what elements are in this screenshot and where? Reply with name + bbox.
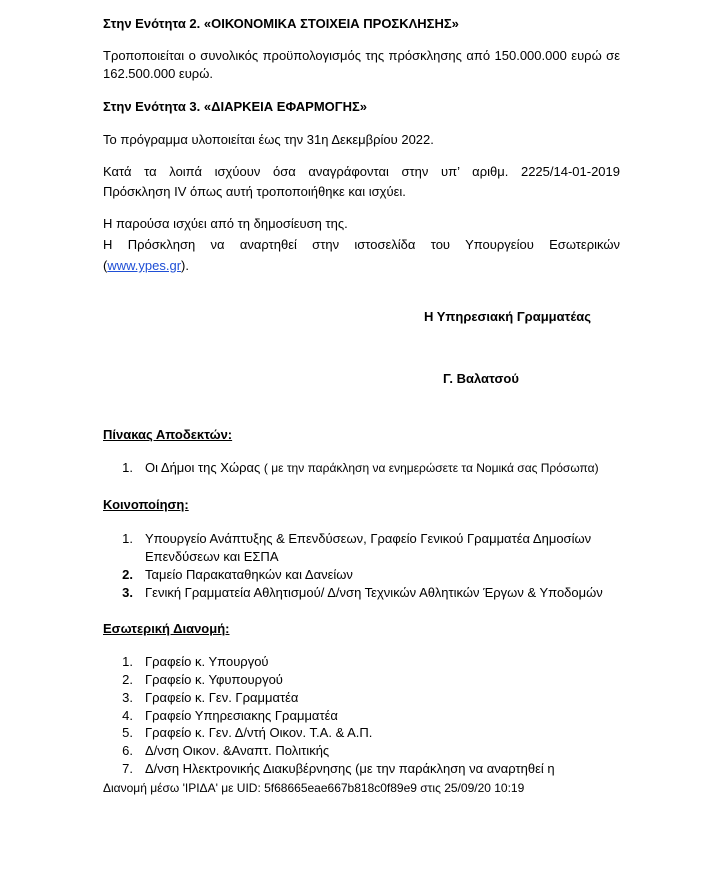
list-number: 1. [122, 654, 133, 669]
list-text: Γραφείο κ. Υφυπουργού [145, 672, 283, 687]
list-number: 4. [122, 708, 133, 723]
list-text: Επενδύσεων και ΕΣΠΑ [145, 549, 279, 564]
list-text: Δ/νση Ηλεκτρονικής Διακυβέρνησης (με την παράκληση να αναρτηθεί η [145, 761, 555, 776]
list-text: Ταμείο Παρακαταθηκών και Δανείων [145, 567, 353, 582]
list-number: 3. [122, 690, 133, 705]
recipients-heading: Πίνακας Αποδεκτών: [103, 427, 233, 442]
section3-text: Το πρόγραμμα υλοποιείται έως την 31η Δεκεμβρίου 2022. [103, 132, 434, 147]
list-text: Γραφείο Υπηρεσιακης Γραμματέα [145, 708, 338, 723]
internal-distribution-heading: Εσωτερική Διανομή: [103, 621, 230, 636]
list-text: Δ/νση Οικον. &Αναπτ. Πολιτικής [145, 743, 330, 758]
list-text: Γραφείο κ. Υπουργού [145, 654, 269, 669]
link-paren-close: ). [181, 258, 189, 273]
list-number: 1. [122, 460, 133, 475]
validity-line2: Η Πρόσκληση να αναρτηθεί στην ιστοσελίδα του Υπουργείου Εσωτερικών [103, 237, 620, 252]
list-text: Γενική Γραμματεία Αθλητισμού/ Δ/νση Τεχνικών Αθλητικών Έργων & Υποδομών [145, 585, 603, 600]
list-text: Γραφείο κ. Γεν. Δ/ντή Οικον. Τ.Α. & Α.Π. [145, 725, 373, 740]
rest-text-line2: Πρόσκληση IV όπως αυτή τροποποιήθηκε και ισχύει. [103, 184, 406, 199]
list-number: 7. [122, 761, 133, 776]
section2-heading: Στην Ενότητα 2. «ΟΙΚΟΝΟΜΙΚΑ ΣΤΟΙΧΕΙΑ ΠΡΟΣΚΛΗΣΗΣ» [103, 16, 459, 31]
list-number: 5. [122, 725, 133, 740]
list-number: 2. [122, 672, 133, 687]
list-text: Υπουργείο Ανάπτυξης & Επενδύσεων, Γραφείο Γενικού Γραμματέα Δημοσίων [145, 531, 592, 546]
ypes-website-link[interactable]: www.ypes.gr [107, 258, 182, 273]
recipient-note: ( με την παράκληση να ενημερώσετε τα Νομικά σας Πρόσωπα) [263, 461, 599, 475]
list-text: Γραφείο κ. Γεν. Γραμματέα [145, 690, 299, 705]
section2-text-line1: Τροποποιείται ο συνολικός προϋπολογισμός της πρόσκλησης από 150.000.000 ευρώ σε [103, 48, 620, 63]
distribution-footer: Διανομή μέσω 'ΙΡΙΔΑ' με UID: 5f68665eae667b818c0f89e9 στις 25/09/20 10:19 [103, 781, 525, 795]
section3-heading: Στην Ενότητα 3. «ΔΙΑΡΚΕΙΑ ΕΦΑΡΜΟΓΗΣ» [103, 99, 368, 114]
validity-line1: Η παρούσα ισχύει από τη δημοσίευση της. [103, 216, 348, 231]
notification-heading: Κοινοποίηση: [103, 497, 189, 512]
list-number: 2. [122, 567, 133, 582]
list-text [145, 459, 599, 477]
list-number: 1. [122, 531, 133, 546]
recipient-main: Οι Δήμοι της Χώρας [145, 460, 264, 475]
signature-name: Γ. Βαλατσού [443, 371, 519, 386]
section2-text-line2: 162.500.000 ευρώ. [103, 66, 213, 81]
list-number: 3. [122, 585, 133, 600]
list-number: 6. [122, 743, 133, 758]
validity-line3 [103, 257, 189, 274]
signature-title: Η Υπηρεσιακή Γραμματέας [424, 309, 592, 324]
link-paren-open: ( [103, 258, 108, 273]
rest-text-line1: Κατά τα λοιπά ισχύουν όσα αναγράφονται στην υπ’ αριθμ. 2225/14-01-2019 [103, 164, 620, 179]
